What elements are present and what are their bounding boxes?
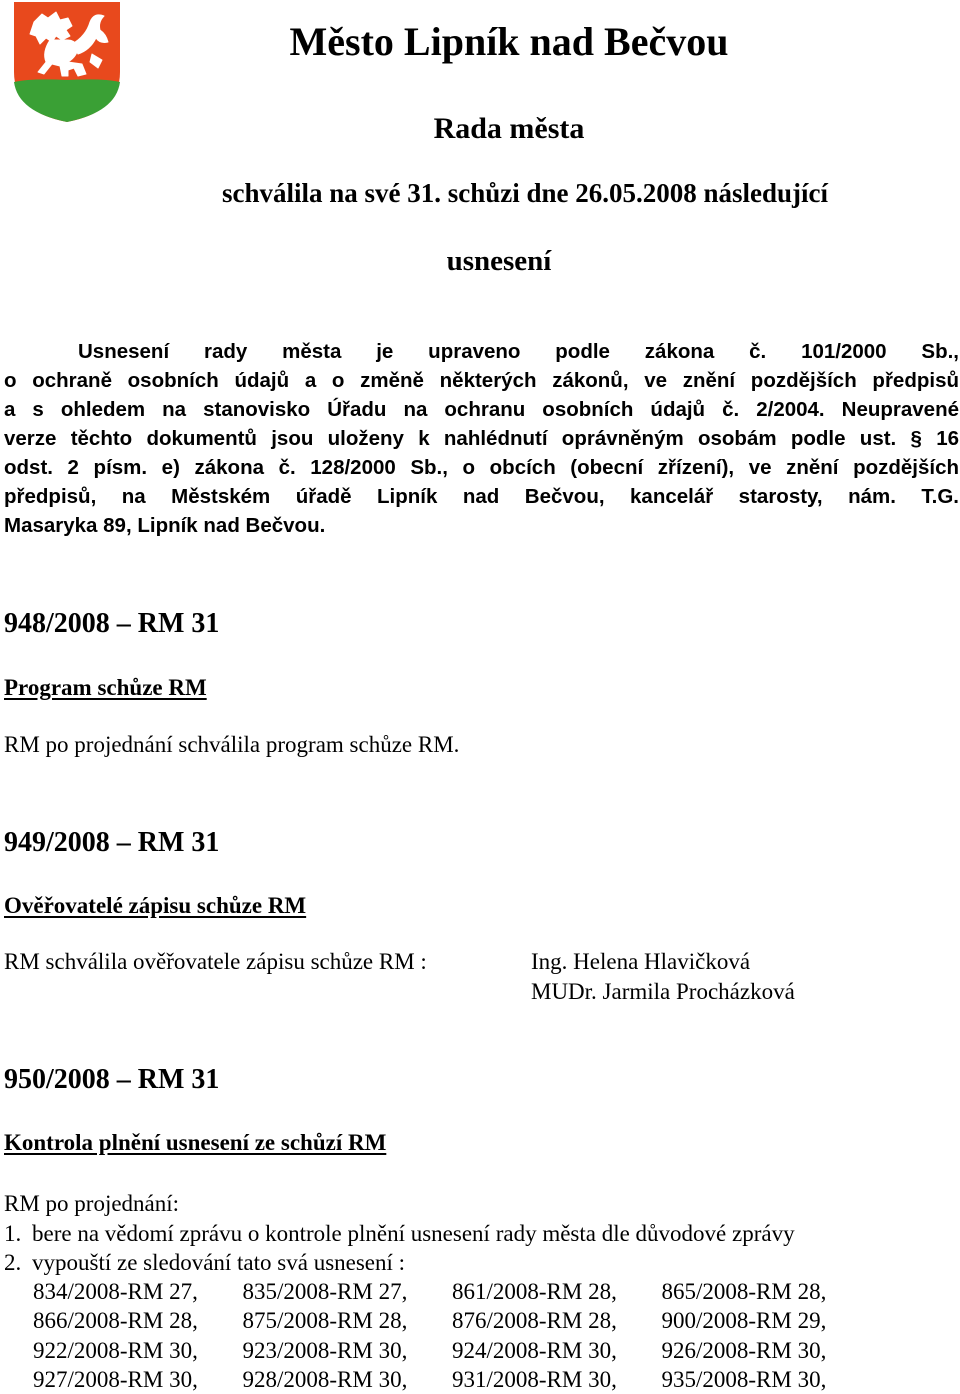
intro-line: a s ohledem na stanovisko Úřadu na ochranu osobních údajů č. 2/2004. Neupravené (4, 398, 959, 421)
resolution-text: RM po projednání: (4, 1191, 180, 1216)
intro-line: odst. 2 písm. e) zákona č. 128/2000 Sb., o obcích (obecní zřízení), ve znění pozdějších (4, 456, 959, 479)
reference-row (33, 1277, 871, 1306)
resolution-references (33, 1277, 871, 1394)
document-title: Město Lipník nad Bečvou (289, 19, 729, 64)
list-item (4, 1219, 795, 1248)
list-item-number: 1. (4, 1221, 22, 1246)
resolution-text: RM schválila ověřovatele zápisu schůze RM : (4, 949, 427, 974)
reference-item: 865/2008-RM 28, (661, 1279, 827, 1304)
reference-item: 927/2008-RM 30, (33, 1366, 198, 1392)
intro-line: verze těchto dokumentů jsou uloženy k nahlédnutí oprávněným osobám podle ust. § 16 (4, 427, 959, 450)
reference-item: 935/2008-RM 30, (661, 1366, 827, 1392)
reference-item: 924/2008-RM 30, (452, 1337, 617, 1363)
list-item-text: vypouští ze sledování tato svá usnesení : (32, 1250, 406, 1276)
list-item-number: 2. (4, 1250, 22, 1276)
reference-item: 834/2008-RM 27, (33, 1279, 198, 1304)
reference-item: 928/2008-RM 30, (242, 1366, 408, 1392)
reference-item: 922/2008-RM 30, (33, 1337, 198, 1363)
reference-item: 876/2008-RM 28, (452, 1308, 617, 1334)
council-subtitle: Rada města (433, 112, 585, 145)
reference-item: 866/2008-RM 28, (33, 1308, 198, 1334)
resolution-number: 949/2008 – RM 31 (4, 827, 220, 858)
reference-item: 923/2008-RM 30, (242, 1337, 408, 1363)
intro-line: Masaryka 89, Lipník nad Bečvou. (4, 514, 326, 537)
intro-line: Usnesení rady města je upraveno podle zákona č. 101/2000 Sb., (78, 340, 959, 363)
reference-row (33, 1365, 871, 1394)
resolution-items (4, 1219, 795, 1278)
reference-item: 835/2008-RM 27, (242, 1279, 408, 1304)
approval-line: schválila na své 31. schůzi dne 26.05.2008 následující (221, 178, 829, 208)
resolution-title: Kontrola plnění usnesení ze schůzí RM (4, 1130, 387, 1155)
reference-item: 900/2008-RM 29, (661, 1308, 827, 1334)
reference-item: 861/2008-RM 28, (452, 1279, 617, 1304)
resolution-title: Ověřovatelé zápisu schůze RM (4, 893, 307, 918)
reference-item: 931/2008-RM 30, (452, 1366, 617, 1392)
resolution-text: RM po projednání schválila program schůze RM. (4, 732, 460, 757)
reference-item: 926/2008-RM 30, (661, 1337, 827, 1363)
list-item (4, 1248, 795, 1277)
verifier-name: MUDr. Jarmila Procházková (531, 979, 795, 1004)
verifier-name: Ing. Helena Hlavičková (531, 949, 751, 974)
reference-row (33, 1306, 871, 1335)
resolution-number: 950/2008 – RM 31 (4, 1064, 220, 1095)
reference-row (33, 1336, 871, 1365)
resolution-number: 948/2008 – RM 31 (4, 608, 220, 639)
resolution-title: Program schůze RM (4, 675, 207, 700)
list-item-text: bere na vědomí zprávu o kontrole plnění usnesení rady města dle důvodové zprávy (32, 1221, 795, 1246)
intro-paragraph (4, 337, 959, 540)
resolution-heading: usnesení (446, 245, 552, 277)
reference-item: 875/2008-RM 28, (242, 1308, 408, 1334)
verifier-names (531, 947, 795, 1007)
intro-line: předpisů, na Městském úřadě Lipník nad Bečvou, kancelář starosty, nám. T.G. (4, 485, 959, 508)
intro-line: o ochraně osobních údajů a o změně některých zákonů, ve znění pozdějších předpisů (4, 369, 959, 392)
